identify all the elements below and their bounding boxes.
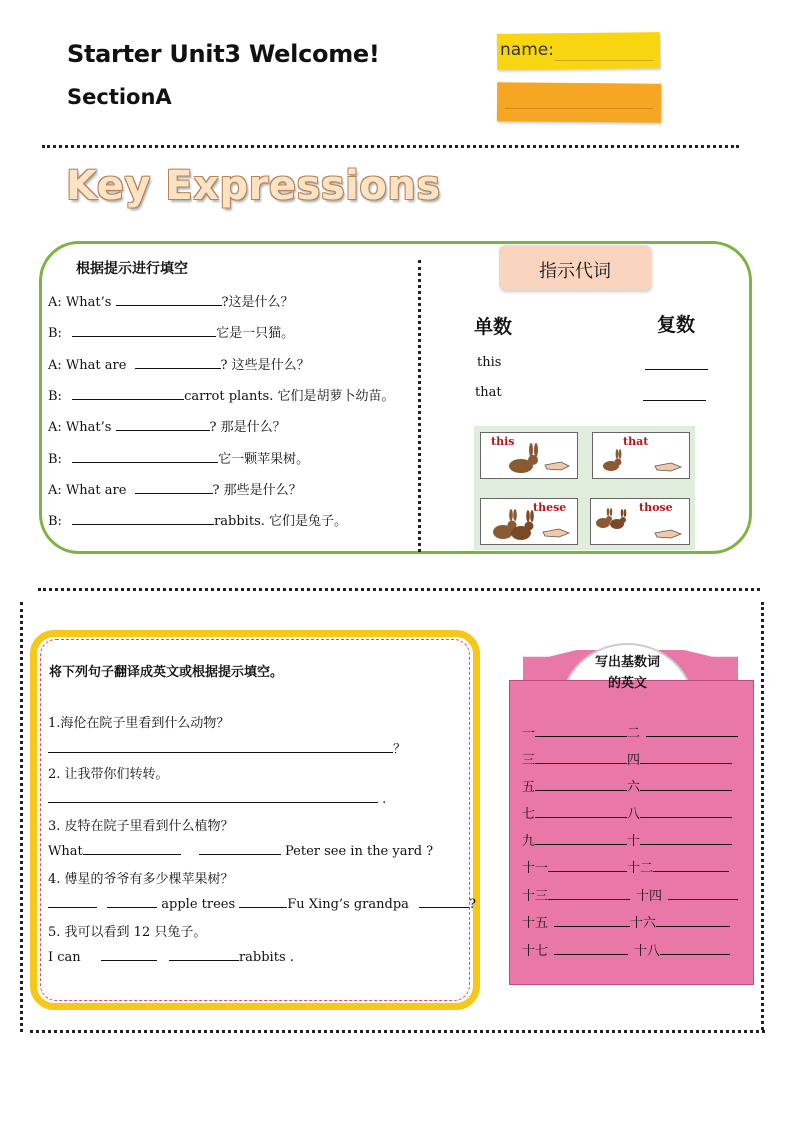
answer-blank[interactable] — [116, 293, 222, 306]
number-blank[interactable] — [660, 942, 730, 955]
answer-blank[interactable] — [135, 481, 213, 494]
picture-card-that — [592, 432, 690, 479]
orange-blank — [505, 108, 653, 109]
dialogue-row: B: 它一颗苹果树。 — [48, 452, 310, 467]
plural-blank[interactable] — [643, 400, 706, 401]
singular-label: 单数 — [474, 316, 513, 338]
picture-card-those — [590, 498, 690, 545]
number-blank[interactable] — [535, 805, 627, 818]
answer-blank[interactable] — [107, 895, 157, 908]
answer-blank[interactable] — [239, 895, 287, 908]
number-blank[interactable] — [640, 832, 732, 845]
number-row: 三 四 — [522, 749, 732, 768]
card-label: that — [623, 435, 649, 448]
number-blank[interactable] — [656, 914, 730, 927]
question-3: 3. 皮特在院子里看到什么植物？ — [48, 819, 234, 834]
number-blank[interactable] — [640, 805, 732, 818]
card-label: those — [639, 501, 673, 514]
divider — [30, 1030, 765, 1033]
number-row: 九 十 — [522, 830, 732, 849]
number-blank[interactable] — [535, 832, 627, 845]
answer-blank[interactable] — [48, 895, 97, 908]
orange-tape — [497, 82, 661, 122]
plural-blank[interactable] — [645, 369, 708, 370]
number-blank[interactable] — [653, 859, 729, 872]
answer-blank[interactable] — [169, 948, 239, 961]
number-blank[interactable] — [535, 724, 627, 737]
answer-line-1: ？ — [48, 738, 406, 757]
section-subtitle: SectionA — [67, 85, 172, 109]
answer-blank[interactable] — [101, 948, 157, 961]
number-row: 十一 十二 — [522, 857, 729, 876]
frame-right — [761, 602, 764, 1030]
answer-line-2: . — [48, 790, 386, 807]
divider — [42, 145, 739, 148]
number-row: 十七 十八 — [522, 940, 730, 959]
answer-line-3: What Peter see in the yard ? — [48, 844, 434, 859]
answer-blank[interactable] — [83, 842, 181, 855]
picture-card-these — [480, 498, 578, 545]
answer-blank[interactable] — [135, 356, 221, 369]
fill-hint: 根据提示进行填空 — [76, 261, 188, 277]
number-blank[interactable] — [640, 751, 732, 764]
divider — [38, 588, 760, 591]
question-5: 5. 我可以看到 12 只兔子。 — [48, 925, 207, 940]
number-blank[interactable] — [535, 751, 627, 764]
answer-blank[interactable] — [72, 387, 184, 400]
question-4: 4. 傅星的爷爷有多少棵苹果树？ — [48, 872, 234, 887]
answer-blank[interactable] — [72, 324, 216, 337]
number-blank[interactable] — [668, 887, 738, 900]
card-label: these — [533, 501, 567, 514]
number-blank[interactable] — [535, 778, 627, 791]
key-expressions-heading: Key Expressions — [66, 163, 441, 209]
word-that: that — [475, 385, 502, 400]
answer-blank[interactable] — [72, 450, 218, 463]
picture-card-this — [480, 432, 578, 479]
answer-blank[interactable] — [48, 740, 393, 753]
word-this: this — [477, 355, 502, 370]
frame-left — [20, 602, 23, 1032]
answer-blank[interactable] — [419, 895, 469, 908]
number-row: 十三 十四 — [522, 885, 738, 904]
name-label: name: — [500, 40, 554, 60]
answer-blank[interactable] — [199, 842, 281, 855]
number-blank[interactable] — [554, 914, 630, 927]
number-row: 十五 十六 — [522, 912, 730, 931]
demonstratives-pictures — [474, 426, 695, 550]
number-blank[interactable] — [548, 887, 630, 900]
dialogue-row: A: What’s ?这是什么？ — [48, 295, 294, 310]
number-row: 一 二 — [522, 722, 738, 741]
number-blank[interactable] — [640, 778, 732, 791]
dialogue-row: A: What are ? 这些是什么？ — [48, 358, 310, 373]
translation-hint: 将下列句子翻译成英文或根据提示填空。 — [49, 665, 284, 680]
answer-line-4: apple trees Fu Xing’s grandpa ? — [48, 895, 476, 912]
question-1: 1.海伦在院子里看到什么动物？ — [48, 716, 230, 731]
dialogue-row: A: What’s ? 那是什么？ — [48, 420, 286, 435]
answer-line-5: I can rabbits . — [48, 950, 294, 965]
number-blank[interactable] — [646, 724, 738, 737]
question-2: 2. 让我带你们转转。 — [48, 767, 169, 782]
number-row: 七 八 — [522, 803, 732, 822]
answer-blank[interactable] — [116, 418, 210, 431]
number-blank[interactable] — [548, 859, 627, 872]
dialogue-row: B: 它是一只猫。 — [48, 326, 295, 341]
plural-label: 复数 — [657, 314, 696, 336]
card-label: this — [491, 435, 515, 448]
number-row: 五 六 — [522, 776, 732, 795]
name-blank — [555, 60, 653, 61]
numbers-title: 写出基数词 的英文 — [594, 655, 660, 691]
dialogue-row: B: carrot plants. 它们是胡萝卜幼苗。 — [48, 389, 395, 404]
answer-blank[interactable] — [72, 512, 214, 525]
page-title: Starter Unit3 Welcome! — [67, 40, 380, 68]
dialogue-row: B: rabbits. 它们是兔子。 — [48, 514, 348, 529]
answer-blank[interactable] — [48, 790, 378, 803]
demonstratives-title: 指示代词 — [539, 261, 611, 282]
column-divider — [418, 260, 421, 552]
number-blank[interactable] — [554, 942, 628, 955]
dialogue-row: A: What are ? 那些是什么？ — [48, 483, 302, 498]
